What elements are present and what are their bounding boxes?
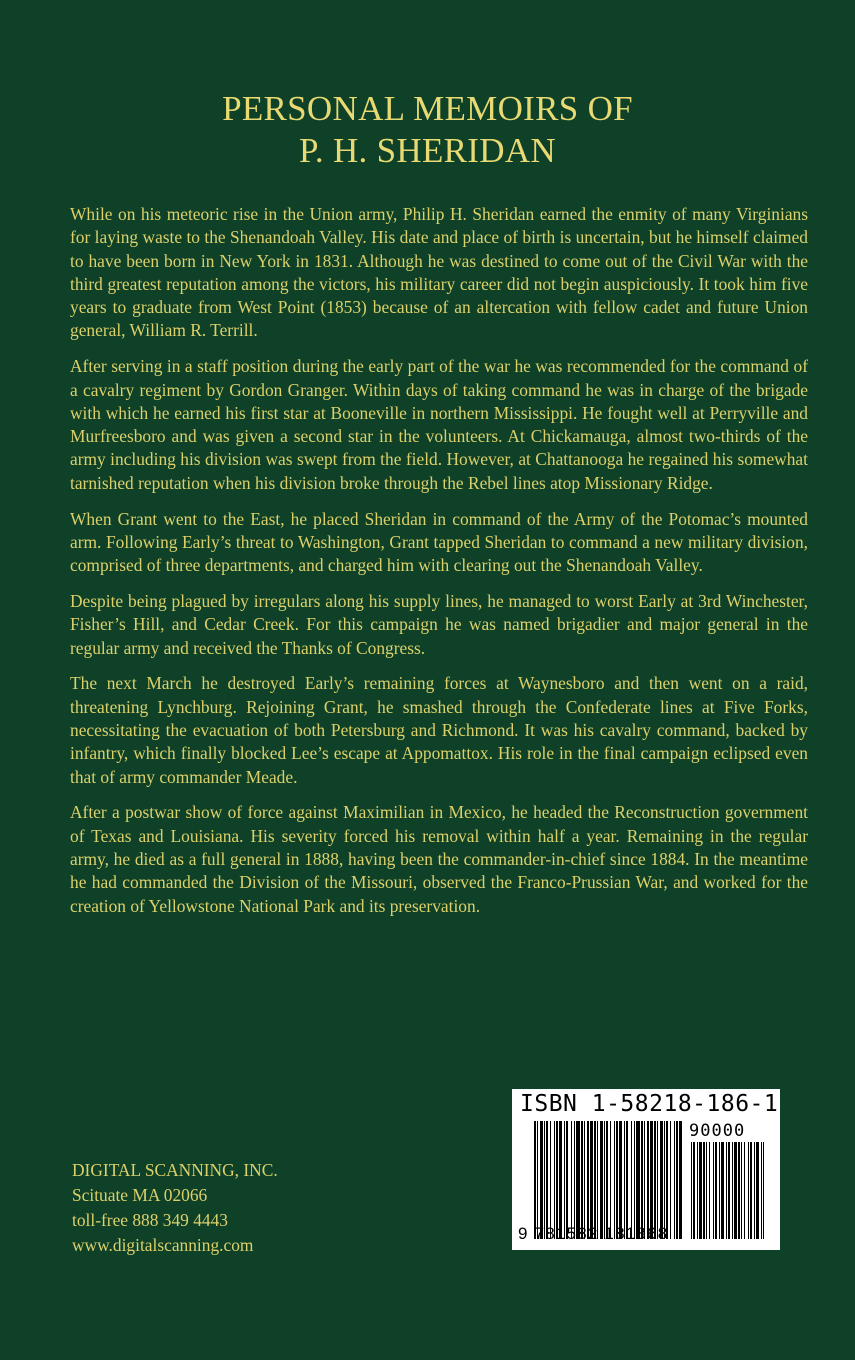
barcode-bar [660,1121,663,1239]
barcode-bar [666,1121,668,1239]
blurb [70,203,808,930]
blurb-paragraph-6: After a postwar show of force against Maximilian in Mexico, he headed the Reconstruction government of Texas and Louisiana. His severity forced his removal within half a year. Remaining in the regular army, he died as a full general in 1888, having been the commander-in-chief since 1884. In the meantime he had commanded the Division of the Missouri, observed the Franco-Prussian War, and worked for the creation of Yellowstone National Park and its preservation. [70,802,808,916]
barcode-bar [540,1121,543,1239]
barcode-bar [741,1142,742,1239]
ean-digits: 9 781582 181868 [518,1224,669,1243]
barcode-bar [650,1121,653,1239]
barcode-bar [566,1121,568,1239]
barcode-bar [594,1121,596,1239]
barcode-bar [709,1142,710,1239]
barcode-bar [763,1142,764,1239]
barcode-bar [761,1142,762,1239]
barcode-bar [738,1142,740,1239]
barcode-bar [600,1121,603,1239]
barcode-bar [744,1142,745,1239]
barcode-bar [644,1121,645,1239]
barcode-bar [734,1142,737,1239]
blurb-paragraph-3: When Grant went to the East, he placed Sheridan in command of the Army of the Potomac’s mounted arm. Following Early’s threat to Washington, Grant tapped Sheridan to command a new military division, comprised of three departments, and charged him with clearing out the Shenandoah Valley. [70,508,808,576]
barcode-bar [670,1121,671,1239]
barcode-bar [756,1142,759,1239]
barcode-bar [564,1121,565,1239]
barcode-bar [706,1142,707,1239]
barcode-bar [728,1142,730,1239]
isbn-label: ISBN 1-58218-186-1 [520,1091,779,1117]
barcode-bar [624,1121,625,1239]
barcode-bar [619,1121,622,1239]
barcode-bar [576,1121,580,1239]
title-line-1: PERSONAL MEMOIRS OF [222,89,633,128]
barcode-bar [754,1142,755,1239]
barcode-bar [606,1121,608,1239]
barcode-bar [634,1121,635,1239]
barcode-bar [679,1121,682,1239]
barcode-bar [715,1142,717,1239]
barcode-bar [537,1121,538,1239]
barcode-bar [676,1121,678,1239]
barcode-bar [604,1121,605,1239]
blurb-paragraph-1: While on his meteoric rise in the Union army, Philip H. Sheridan earned the enmity of many Virginians for laying waste to the Shenandoah Valley. His date and place of birth is uncertain, but he himself claimed to have been born in New York in 1831. Although he was destined to come out of the Civil War with the third greatest reputation among the victors, his military career did not begin auspiciously. It took him five years to graduate from West Point (1853) because of an altercation with fellow cadet and future Union general, William R. Terrill. [70,204,808,341]
barcode-bar [664,1121,665,1239]
barcode-bar [616,1121,618,1239]
barcode-bar [597,1121,598,1239]
barcode-bar [614,1121,615,1239]
barcode-bar [546,1121,548,1239]
barcode-bar [721,1142,724,1239]
barcode-bar [691,1142,692,1239]
barcode-bar [610,1121,611,1239]
isbn-barcode [512,1089,780,1250]
barcode-bar [626,1121,628,1239]
publisher-website: www.digitalscanning.com [72,1235,254,1255]
barcode-bar [581,1121,583,1239]
barcode-bar [726,1142,727,1239]
barcode-bar [703,1142,705,1239]
barcode-bar [654,1121,656,1239]
addon-barcode-bars [691,1142,764,1239]
barcode-bar [697,1142,698,1239]
barcode-bar [556,1121,558,1239]
barcode-bar [693,1142,695,1239]
blurb-paragraph-2: After serving in a staff position during the early part of the war he was recommended for the command of a cavalry regiment by Gordon Granger. Within days of taking command he was in charge of the brigade with which he earned his first star at Booneville in northern Mississippi. He fought well at Perryville and Murfreesboro and was given a second star in the volunteers. At Chickamauga, almost two-thirds of the army including his division was swept from the field. However, at Chattanooga he regained his somewhat tarnished reputation when his division broke through the Rebel lines atop Missionary Ridge. [70,356,808,493]
barcode-bar [550,1121,551,1239]
barcode-bar [750,1142,752,1239]
barcode-bar [748,1142,749,1239]
barcode-bar [636,1121,640,1239]
barcode-bar [713,1142,714,1239]
barcode-bar [657,1121,658,1239]
publisher-address: Scituate MA 02066 [72,1185,208,1205]
publisher-phone: toll-free 888 349 4443 [72,1210,228,1230]
barcode-bar [631,1121,632,1239]
barcode-bar [641,1121,643,1239]
barcode-bar [534,1121,536,1239]
barcode-bar [587,1121,589,1239]
price-code: 90000 [689,1121,746,1141]
barcode-bar [584,1121,585,1239]
barcode-bar [719,1142,720,1239]
book-title [0,88,855,172]
blurb-paragraph-4: Despite being plagued by irregulars along his supply lines, he managed to worst Early at 3rd Winchester, Fisher’s Hill, and Cedar Creek. For this campaign he was named brigadier and major general in the regular army and received the Thanks of Congress. [70,590,808,658]
publisher-info [72,1158,452,1258]
barcode-bar [590,1121,593,1239]
publisher-name: DIGITAL SCANNING, INC. [72,1160,278,1180]
barcode-bar [559,1121,562,1239]
barcode-bar [647,1121,649,1239]
title-line-2: P. H. SHERIDAN [298,131,556,170]
ean-barcode-bars [534,1121,682,1239]
blurb-paragraph-5: The next March he destroyed Early’s remaining forces at Waynesboro and then went on a raid, threatening Lynchburg. Rejoining Grant, he smashed through the Confederate lines at Five Forks, necessitating the evacuation of both Petersburg and Richmond. It was his cavalry command, backed by infantry, which finally blocked Lee’s escape at Appomattox. His role in the final campaign eclipsed even that of army commander Meade. [70,673,808,787]
barcode-bar [732,1142,733,1239]
barcode-bar [699,1142,702,1239]
barcode-bar [571,1121,572,1239]
barcode-bar [544,1121,545,1239]
barcode-bar [574,1121,575,1239]
barcode-bar [554,1121,555,1239]
barcode-bar [674,1121,675,1239]
